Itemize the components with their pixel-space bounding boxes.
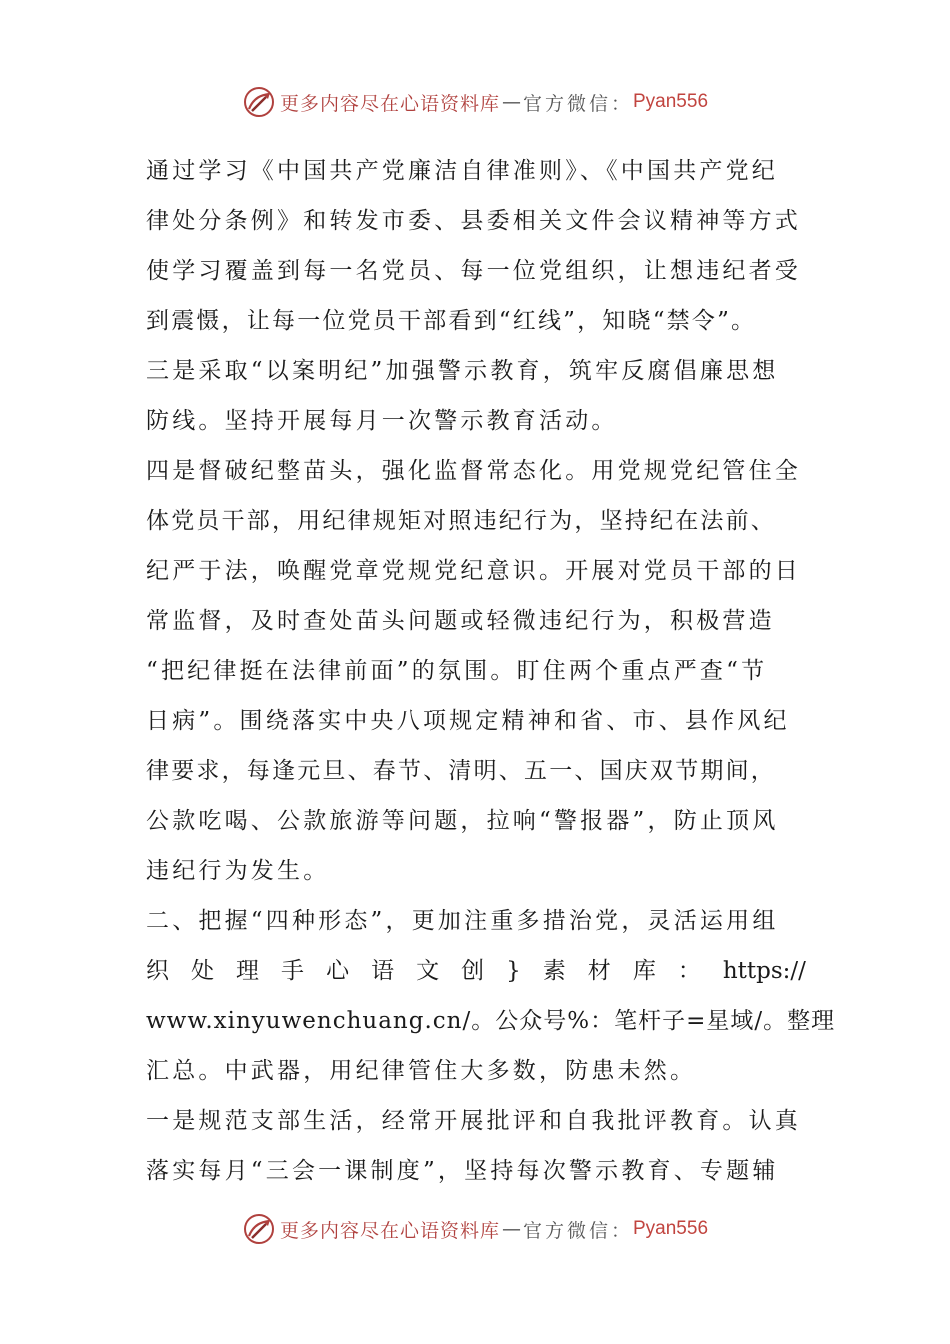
text-line: 落实每月“三会一课制度”，坚持每次警示教育、专题辅	[146, 1158, 779, 1184]
header-wechat-id: Pyan556	[633, 91, 709, 112]
header-separator: —	[501, 91, 521, 113]
spread-url: https://	[722, 958, 806, 984]
pen-signature-logo-icon	[242, 85, 276, 119]
text-line: 四是督破纪整苗头，强化监督常态化。用党规党纪管住全	[146, 458, 801, 484]
text-line: “把纪律挺在法律前面”的氛围。盯住两个重点严查“节	[146, 658, 768, 684]
spread-text-line	[146, 946, 806, 996]
spread-char: 文	[416, 958, 440, 984]
text-line: 使学习覆盖到每一名党员、每一位党组织，让想违纪者受	[146, 258, 801, 284]
text-line: 一是规范支部生活，经常开展批评和自我批评教育。认真	[146, 1108, 801, 1134]
spread-char: 处	[191, 958, 215, 984]
text-line: 通过学习《中国共产党廉洁自律准则》、《中国共产党纪	[146, 158, 778, 184]
spread-char: 语	[371, 958, 395, 984]
header-banner	[0, 80, 950, 124]
spread-char: }	[506, 958, 521, 984]
header-brand: 更多内容尽在心语资料库	[279, 92, 500, 115]
text-line: 违纪行为发生。	[146, 858, 330, 884]
text-line: 防线。坚持开展每月一次警示教育活动。	[146, 408, 618, 434]
footer-brand: 更多内容尽在心语资料库	[279, 1219, 500, 1242]
header-wechat-label: 官方微信：	[522, 92, 633, 115]
text-line: 常监督，及时查处苗头问题或轻微违纪行为，积极营造	[146, 608, 775, 634]
spread-char: ：	[677, 958, 701, 984]
text-line: 到震慑，让每一位党员干部看到“红线”，知晓“禁令”。	[146, 308, 757, 334]
footer-separator: —	[501, 1218, 521, 1240]
spread-char: 材	[587, 958, 611, 984]
text-line: 律要求，每逢元旦、春节、清明、五一、国庆双节期间，	[146, 758, 776, 784]
text-line: 公款吃喝、公款旅游等问题，拉响“警报器”，防止顶风	[146, 808, 779, 834]
text-line: www.xinyuwenchuang.cn/。公众号%：笔杆子=星域/。整理	[146, 1008, 836, 1034]
text-line: 三是采取“以案明纪”加强警示教育，筑牢反腐倡廉思想	[146, 358, 779, 384]
spread-char: 理	[236, 958, 260, 984]
footer-wechat-label: 官方微信：	[522, 1219, 633, 1242]
spread-char: 素	[542, 958, 566, 984]
text-line: 纪严于法，唤醒党章党规党纪意识。开展对党员干部的日	[146, 558, 801, 584]
spread-char: 织	[146, 958, 169, 984]
spread-char: 库	[632, 958, 656, 984]
text-line: 二、把握“四种形态”，更加注重多措治党，灵活运用组	[146, 908, 779, 934]
text-line: 律处分条例》和转发市委、县委相关文件会议精神等方式	[146, 208, 801, 234]
spread-char: 创	[461, 958, 485, 984]
text-line: 体党员干部，用纪律规矩对照违纪行为，坚持纪在法前、	[146, 508, 776, 534]
document-body	[146, 146, 836, 1196]
text-line: 汇总。中武器，用纪律管住大多数，防患未然。	[146, 1058, 697, 1084]
spread-char: 手	[281, 958, 305, 984]
pen-signature-logo-icon	[242, 1212, 276, 1246]
footer-wechat-id: Pyan556	[633, 1218, 709, 1239]
spread-char: 心	[326, 958, 350, 984]
text-line: 日病”。围绕落实中央八项规定精神和省、市、县作风纪	[146, 708, 790, 734]
footer-banner	[0, 1207, 950, 1251]
